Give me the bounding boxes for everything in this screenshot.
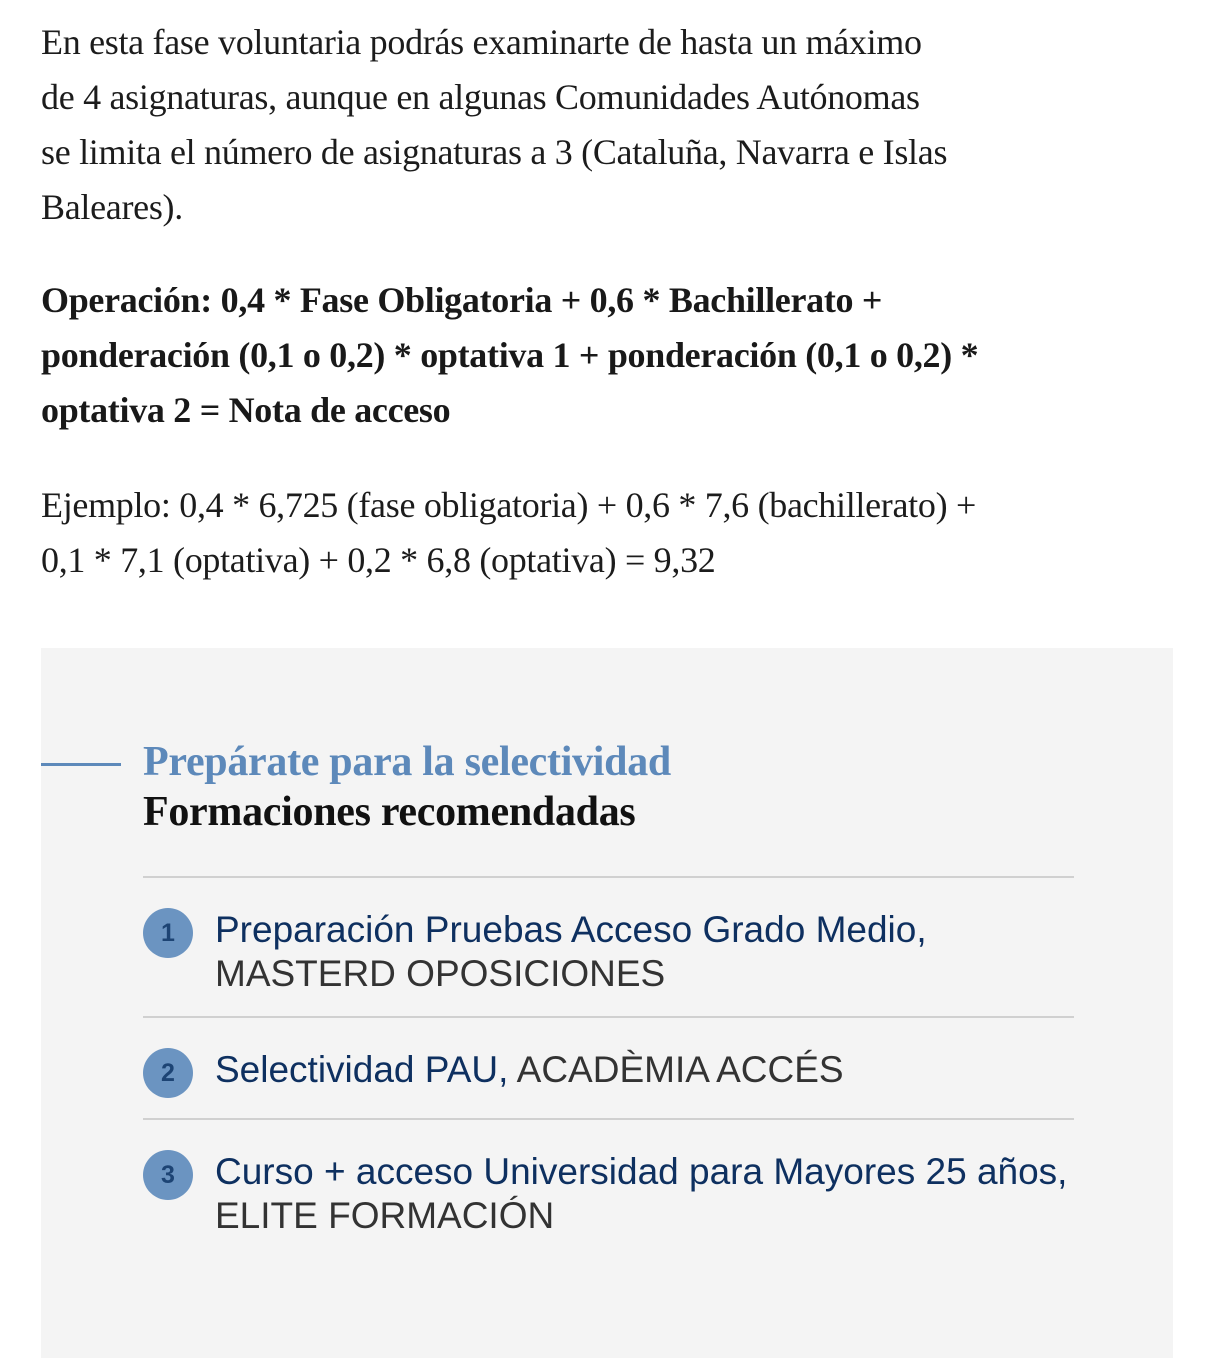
- course-link[interactable]: Selectividad PAU,: [215, 1049, 509, 1090]
- operation-line: Operación: 0,4 * Fase Obligatoria + 0,6 * Bachillerato +: [41, 280, 883, 320]
- intro-paragraph: [41, 15, 1155, 235]
- list-item: [143, 878, 1074, 1016]
- item-number-badge: 3: [143, 1150, 193, 1200]
- list-item: [143, 1018, 1074, 1118]
- example-calculation-paragraph: [41, 478, 1155, 588]
- course-link[interactable]: Curso + acceso Universidad para Mayores 25 años,: [215, 1151, 1068, 1192]
- item-number-badge: 2: [143, 1048, 193, 1098]
- intro-line: En esta fase voluntaria podrás examinarte de hasta un máximo: [41, 22, 922, 62]
- course-link[interactable]: Preparación Pruebas Acceso Grado Medio,: [215, 909, 927, 950]
- intro-line: Baleares).: [41, 187, 183, 227]
- item-text: [215, 1150, 1067, 1238]
- box-kicker: Prepárate para la selectividad: [143, 739, 671, 785]
- article-text-column: [0, 0, 1210, 588]
- intro-line: se limita el número de asignaturas a 3 (Cataluña, Navarra e Islas: [41, 132, 948, 172]
- provider-label: ACADÈMIA ACCÉS: [516, 1049, 844, 1090]
- operation-line: optativa 2 = Nota de acceso: [41, 390, 451, 430]
- example-line: Ejemplo: 0,4 * 6,725 (fase obligatoria) + 0,6 * 7,6 (bachillerato) +: [41, 485, 976, 525]
- item-number-badge: 1: [143, 908, 193, 958]
- recommendations-box: [41, 648, 1173, 1358]
- intro-line: de 4 asignaturas, aunque en algunas Comunidades Autónomas: [41, 77, 920, 117]
- operation-formula-paragraph: [41, 273, 1155, 438]
- provider-label: MASTERD OPOSICIONES: [215, 953, 666, 994]
- operation-line: ponderación (0,1 o 0,2) * optativa 1 + ponderación (0,1 o 0,2) *: [41, 335, 979, 375]
- item-text: [215, 908, 927, 996]
- box-title: Formaciones recomendadas: [143, 789, 636, 835]
- list-item: [143, 1120, 1074, 1258]
- example-line: 0,1 * 7,1 (optativa) + 0,2 * 6,8 (optativa) = 9,32: [41, 540, 716, 580]
- item-text: [215, 1048, 844, 1092]
- provider-label: ELITE FORMACIÓN: [215, 1195, 555, 1236]
- accent-line: [41, 763, 121, 766]
